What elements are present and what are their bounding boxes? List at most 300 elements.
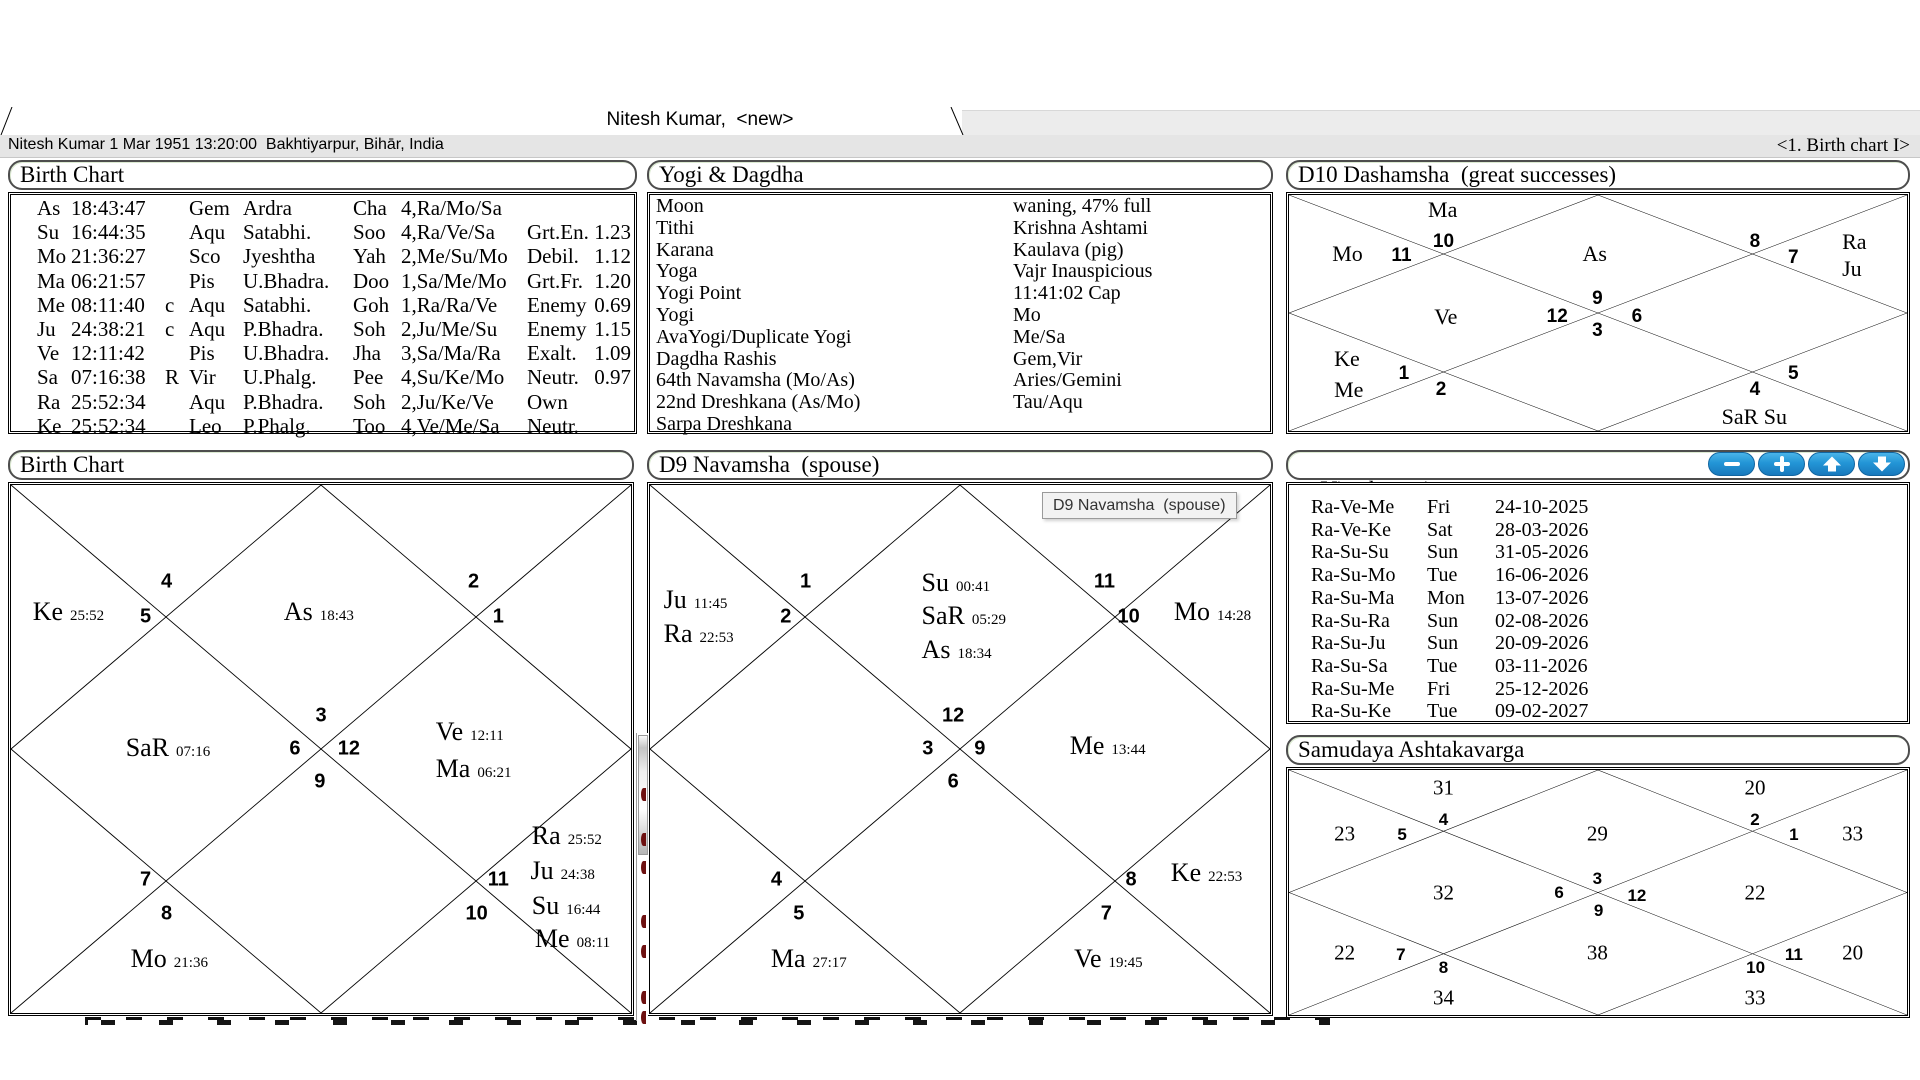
planet-degree: 08:11 [576, 934, 611, 951]
tab-right-diagonal [950, 107, 964, 135]
cell: Leo [189, 413, 222, 438]
house-number: 11 [1784, 944, 1803, 964]
planet-label [1074, 944, 1143, 974]
cell: 20-09-2026 [1495, 632, 1589, 655]
planet-degree: 25:52 [70, 607, 105, 624]
panel-vimshottari [1286, 450, 1910, 722]
cell: Kaulava (pig) [1013, 238, 1124, 261]
planet-degree: 22:53 [699, 630, 734, 647]
cell: 0.97 [594, 365, 631, 390]
scroll-down-button[interactable] [1858, 452, 1905, 476]
cell: Aqu [189, 220, 226, 245]
planet-label [532, 891, 601, 921]
planet-name: Ra [1842, 229, 1867, 255]
cell: Debil. [527, 244, 579, 269]
planet-label [1174, 597, 1251, 627]
house-number: 10 [1117, 605, 1140, 628]
planet-degree: 11:45 [693, 596, 728, 613]
table-row [9, 196, 636, 220]
panel-title: Samudaya Ashtakavarga [1286, 735, 1910, 765]
list-item [648, 282, 1272, 304]
cell: Me [37, 292, 65, 317]
house-number: 5 [1787, 363, 1799, 385]
north-indian-chart-grid [650, 485, 1270, 1013]
planet-label [436, 754, 512, 784]
d9-chart-diagram [647, 482, 1273, 1016]
dasha-row[interactable] [1287, 610, 1909, 633]
house-number: 9 [1593, 900, 1604, 920]
cell: Ra-Su-Sa [1311, 654, 1388, 677]
dasha-row[interactable] [1287, 632, 1909, 655]
planet-name: Ve [1434, 303, 1458, 329]
cell: Ra-Su-Ju [1311, 632, 1386, 655]
cell: U.Bhadra. [243, 341, 330, 366]
cell: U.Bhadra. [243, 268, 330, 293]
planet-name: Ju [530, 855, 554, 885]
planet-label [1722, 404, 1787, 430]
cell: Aqu [189, 292, 226, 317]
panel-yogi-dagdha [647, 160, 1273, 435]
planet-position-table [8, 192, 637, 438]
planet-name: Ke [32, 596, 64, 626]
house-number: 7 [139, 868, 152, 891]
panel-birth-chart [8, 450, 634, 1016]
cell: 2,Me/Su/Mo [401, 244, 508, 269]
planet-name: Ve [1074, 944, 1102, 974]
planet-label [922, 635, 992, 665]
cell: Vajr Inauspicious [1013, 260, 1153, 283]
planet-degree: 27:17 [812, 955, 847, 972]
ashtakavarga-score: 20 [1842, 940, 1864, 965]
dasha-row[interactable] [1287, 587, 1909, 610]
house-number: 12 [942, 704, 965, 727]
cell: P.Phalg. [243, 413, 311, 438]
list-item [648, 304, 1272, 326]
table-row [9, 269, 636, 293]
cell: 07:16:38 [71, 365, 146, 390]
clipped-text-artifact [85, 1017, 1330, 1025]
house-number: 8 [161, 902, 173, 925]
planet-name: As [1582, 241, 1607, 266]
planet-name: Ra [663, 619, 693, 649]
panel-d10 [1286, 160, 1910, 432]
list-item [648, 239, 1272, 261]
status-bar [0, 135, 1920, 158]
cell: 4,Ve/Me/Sa [401, 413, 500, 438]
planet-degree: 21:36 [173, 955, 208, 972]
house-number: 10 [1746, 958, 1766, 978]
cell: Sco [189, 244, 221, 269]
cell: R [165, 365, 180, 390]
cell: Ra-Su-Ke [1311, 700, 1391, 723]
cell: 03-11-2026 [1495, 654, 1588, 677]
cell: 3,Sa/Ma/Ra [401, 341, 501, 366]
planet-name: Ke [1334, 346, 1360, 372]
planet-label [1332, 241, 1363, 267]
cell: Doo [353, 268, 390, 293]
planet-label [1842, 256, 1862, 282]
cell: 13-07-2026 [1495, 586, 1589, 609]
cell: 24:38:21 [71, 317, 146, 341]
planet-label [535, 924, 610, 954]
cell: Dagdha Rashis [656, 347, 777, 370]
cell: Tithi [656, 216, 695, 239]
cell: 16-06-2026 [1495, 564, 1589, 587]
house-number: 1 [1789, 824, 1799, 844]
cell: Exalt. [527, 341, 577, 366]
house-number: 6 [1631, 305, 1643, 327]
house-number: 8 [1438, 958, 1449, 978]
cell: Ra-Su-Ma [1311, 586, 1395, 609]
cell: Moon [656, 195, 704, 217]
planet-degree: 14:28 [1217, 607, 1252, 624]
house-number: 4 [770, 868, 783, 891]
plus-icon [1774, 456, 1790, 472]
cell: Tau/Aqu [1013, 391, 1083, 414]
cell: Sa [37, 365, 58, 390]
collapse-button[interactable] [1708, 452, 1755, 476]
house-number: 3 [315, 704, 327, 727]
cell: 21:36:27 [71, 244, 146, 269]
table-row [9, 390, 636, 414]
planet-label [1334, 346, 1360, 372]
ashtakavarga-score: 22 [1744, 880, 1766, 904]
dasha-row[interactable] [1287, 541, 1909, 564]
cell: 4,Su/Ke/Mo [401, 365, 505, 390]
cell: Fri [1427, 496, 1451, 518]
house-number: 11 [1391, 245, 1412, 267]
cell: Ardra [243, 196, 292, 220]
cell: 1.15 [594, 317, 631, 341]
cell: 25-12-2026 [1495, 677, 1589, 700]
planet-name: Me [534, 923, 570, 953]
dasha-toolbar [1708, 452, 1905, 476]
cell: Sun [1427, 609, 1459, 632]
planet-label [532, 821, 602, 851]
cell: Neutr. [527, 413, 579, 438]
cell: 22nd Dreshkana (As/Mo) [656, 391, 861, 414]
cell: Sat [1427, 518, 1453, 541]
cell: Neutr. [527, 365, 579, 390]
house-number: 7 [1396, 944, 1406, 964]
cell: 09-02-2027 [1495, 700, 1589, 723]
cell: 08:11:40 [71, 292, 145, 317]
list-item [648, 369, 1272, 391]
planet-label [1842, 229, 1866, 255]
house-number: 1 [492, 605, 504, 628]
planet-label [922, 601, 1007, 631]
planet-degree: 19:45 [1108, 955, 1143, 972]
cell: 25:52:34 [71, 389, 146, 414]
planet-label [922, 568, 991, 598]
planet-name: As [283, 596, 313, 626]
ashtakavarga-score: 32 [1433, 880, 1454, 904]
dasha-row[interactable] [1287, 700, 1909, 723]
scroll-up-button[interactable] [1808, 452, 1855, 476]
panel-birth-table [8, 160, 637, 438]
cell: As [37, 196, 61, 220]
cell: Su [37, 220, 60, 245]
cell: Karana [656, 238, 714, 261]
cell: 16:44:35 [71, 220, 146, 245]
house-number: 4 [161, 570, 173, 593]
cell: c [165, 292, 175, 317]
house-number: 2 [780, 605, 792, 628]
cell: 24-10-2025 [1495, 496, 1589, 518]
cell: 2,Ju/Me/Su [401, 317, 498, 341]
house-number: 10 [1432, 231, 1455, 253]
dasha-period-list [1286, 482, 1910, 724]
house-number: 4 [1438, 810, 1449, 830]
house-number: 3 [1592, 869, 1603, 889]
cell: Ve [37, 341, 60, 366]
planet-degree: 06:21 [477, 765, 512, 782]
cell: 1.23 [594, 220, 631, 245]
cell: Mo [1013, 304, 1041, 326]
dasha-row[interactable] [1287, 564, 1909, 587]
house-number: 3 [922, 737, 934, 760]
planet-name: Ju [1842, 256, 1862, 282]
cell: 0.69 [594, 292, 631, 317]
planet-degree: 22:53 [1208, 869, 1243, 886]
planet-label [126, 733, 211, 763]
planet-name: Ma [435, 754, 471, 784]
house-number: 6 [1554, 882, 1564, 902]
planet-degree: 07:16 [176, 743, 211, 760]
ashtakavarga-score: 20 [1744, 775, 1766, 800]
cell: c [165, 317, 175, 341]
up-icon [1823, 457, 1841, 472]
tab-left-diagonal [0, 107, 14, 135]
house-number: 9 [314, 770, 326, 793]
list-item [648, 260, 1272, 282]
house-number: 7 [1787, 246, 1799, 268]
planet-label [436, 717, 504, 747]
house-number: 5 [793, 902, 805, 925]
ashtakavarga-score: 33 [1842, 821, 1864, 846]
cell: Aries/Gemini [1013, 369, 1122, 392]
house-number: 11 [1093, 570, 1116, 593]
cell: Yogi Point [656, 282, 742, 305]
cell: Mon [1427, 586, 1465, 609]
table-row [9, 365, 636, 389]
cell: 4,Ra/Ve/Sa [401, 220, 495, 245]
cell: Sarpa Dreshkana [656, 413, 793, 435]
planet-label [531, 856, 595, 886]
cell: U.Phalg. [243, 365, 317, 390]
cell: 1.12 [594, 244, 631, 269]
planet-label [131, 944, 208, 974]
cell: Me/Sa [1013, 325, 1066, 348]
planet-degree: 24:38 [560, 866, 595, 883]
cell: 28-03-2026 [1495, 518, 1589, 541]
cell: Soh [353, 389, 386, 414]
cell: P.Bhadra. [243, 317, 324, 341]
planet-name: Su [921, 567, 950, 597]
planet-name: Me [1334, 376, 1364, 402]
planet-label [664, 619, 734, 649]
planet-name: Me [1069, 731, 1105, 761]
house-number: 1 [1398, 363, 1410, 385]
house-number: 12 [337, 737, 361, 760]
house-number: 7 [1100, 902, 1112, 925]
panel-title: Birth Chart [8, 450, 634, 480]
list-item [648, 326, 1272, 348]
cell: Enemy [527, 292, 587, 317]
house-number: 6 [289, 737, 301, 760]
cell: 11:41:02 Cap [1013, 282, 1121, 305]
house-number: 12 [1546, 305, 1568, 327]
planet-label [1428, 197, 1457, 223]
cell: Fri [1427, 677, 1451, 700]
panel-title: D10 Dashamsha (great successes) [1286, 160, 1910, 190]
table-row [9, 220, 636, 244]
cell: Tue [1427, 654, 1458, 677]
planet-label [1070, 731, 1146, 761]
dasha-row[interactable] [1287, 655, 1909, 678]
planet-degree: 12:11 [470, 728, 504, 745]
cell: Satabhi. [243, 220, 312, 245]
table-row [9, 414, 636, 438]
planet-degree: 18:43 [319, 607, 354, 624]
cell: Gem [189, 196, 230, 220]
house-number: 9 [974, 737, 986, 760]
panel-title [1286, 450, 1910, 480]
active-tab[interactable]: Nitesh Kumar, <new> [606, 109, 794, 130]
current-view-label: <1. Birth chart I> [1776, 135, 1910, 156]
cell: 25:52:34 [71, 413, 146, 438]
planet-label [33, 597, 105, 627]
cell: Ra-Ve-Ke [1311, 518, 1391, 541]
cell: Sun [1427, 632, 1459, 655]
cell: Tue [1427, 564, 1458, 587]
ashtakavarga-score: 34 [1433, 985, 1454, 1010]
cell: waning, 47% full [1013, 195, 1152, 217]
cell: Yogi [656, 304, 694, 326]
panel-title: Yogi & Dagdha [647, 160, 1273, 190]
planet-name: Ke [1170, 858, 1202, 888]
house-number: 10 [465, 902, 488, 925]
planet-degree: 18:34 [957, 646, 992, 663]
house-number: 4 [1749, 378, 1761, 400]
cell: Satabhi. [243, 292, 312, 317]
panel-title: D9 Navamsha (spouse) [647, 450, 1273, 480]
planet-name: Ve [435, 717, 464, 747]
house-number: 9 [1592, 287, 1603, 309]
north-indian-chart-grid [1289, 770, 1907, 1015]
planet-name: SaR [921, 600, 965, 630]
planet-name: Mo [130, 944, 167, 974]
cell: Yah [353, 244, 386, 269]
cell: Enemy [527, 317, 587, 341]
cell: Aqu [189, 317, 226, 341]
cell: Soh [353, 317, 386, 341]
planet-label [1171, 858, 1243, 888]
cell: 31-05-2026 [1495, 541, 1589, 564]
planet-degree: 13:44 [1111, 742, 1146, 759]
cell: 06:21:57 [71, 268, 146, 293]
planet-name: As [921, 635, 951, 665]
cell: 1.20 [594, 268, 631, 293]
chart-person-info: Nitesh Kumar 1 Mar 1951 13:20:00 Bakhtiyarpur, Bihār, India [8, 136, 444, 153]
cell: 1.09 [594, 341, 631, 366]
cell: Grt.Fr. [527, 268, 584, 293]
cell: 02-08-2026 [1495, 609, 1589, 632]
minus-icon [1724, 462, 1740, 466]
down-icon [1873, 457, 1891, 472]
table-row [9, 293, 636, 317]
planet-degree: 16:44 [566, 901, 601, 918]
house-number: 8 [1125, 868, 1137, 891]
background-window-sliver [636, 733, 648, 1021]
list-item [648, 413, 1272, 435]
house-number: 2 [1750, 810, 1760, 830]
cell: Pee [353, 365, 384, 390]
house-number: 12 [1627, 886, 1647, 906]
planet-name: SaR [125, 732, 170, 762]
cell: 1,Ra/Ra/Ve [401, 292, 498, 317]
dasha-row[interactable] [1287, 496, 1909, 519]
cell: 2,Ju/Ke/Ve [401, 389, 494, 414]
cell: Ma [37, 268, 65, 293]
yogi-dagdha-list [647, 192, 1273, 434]
cell: Cha [353, 196, 387, 220]
planet-label [1434, 304, 1457, 330]
planet-degree: 25:52 [567, 831, 602, 848]
planet-name: SaR Su [1721, 403, 1788, 429]
birth-chart-diagram [8, 482, 634, 1016]
house-number: 5 [1397, 824, 1407, 844]
cell: Pis [189, 341, 215, 366]
north-indian-chart-grid [1289, 195, 1907, 431]
cell: Ra-Su-Ra [1311, 609, 1390, 632]
cell: Ju [37, 317, 56, 341]
cell: Too [353, 413, 386, 438]
inactive-tab-area[interactable] [962, 110, 1920, 136]
ashtakavarga-score: 31 [1433, 775, 1454, 800]
cell: 12:11:42 [71, 341, 145, 366]
cell: Goh [353, 292, 390, 317]
cell: Ra-Su-Mo [1311, 564, 1396, 587]
cell: 4,Ra/Mo/Sa [401, 196, 502, 220]
cell: Soo [353, 220, 386, 245]
list-item [648, 217, 1272, 239]
cell: Gem,Vir [1013, 347, 1083, 370]
planet-label [1334, 377, 1363, 403]
cell: Pis [189, 268, 215, 293]
ashtakavarga-score: 38 [1586, 940, 1608, 965]
planet-name: Ra [531, 820, 561, 850]
table-row [9, 317, 636, 341]
planet-name: Mo [1173, 596, 1211, 626]
cell: Sun [1427, 541, 1459, 564]
planet-degree: 05:29 [971, 611, 1007, 628]
dasha-row[interactable] [1287, 519, 1909, 542]
tab-bar [0, 107, 1920, 135]
cell: Grt.En. [527, 220, 589, 245]
planet-label [284, 597, 354, 627]
planet-label [771, 944, 847, 974]
dasha-row[interactable] [1287, 678, 1909, 701]
ashtakavarga-chart [1286, 767, 1910, 1018]
expand-button[interactable] [1758, 452, 1805, 476]
cell: Ra [37, 389, 61, 414]
cell: 64th Navamsha (Mo/As) [656, 369, 855, 392]
cell: Own [527, 389, 568, 414]
house-number: 6 [947, 770, 959, 793]
cell: Ra-Ve-Me [1311, 496, 1395, 518]
list-item [648, 195, 1272, 217]
